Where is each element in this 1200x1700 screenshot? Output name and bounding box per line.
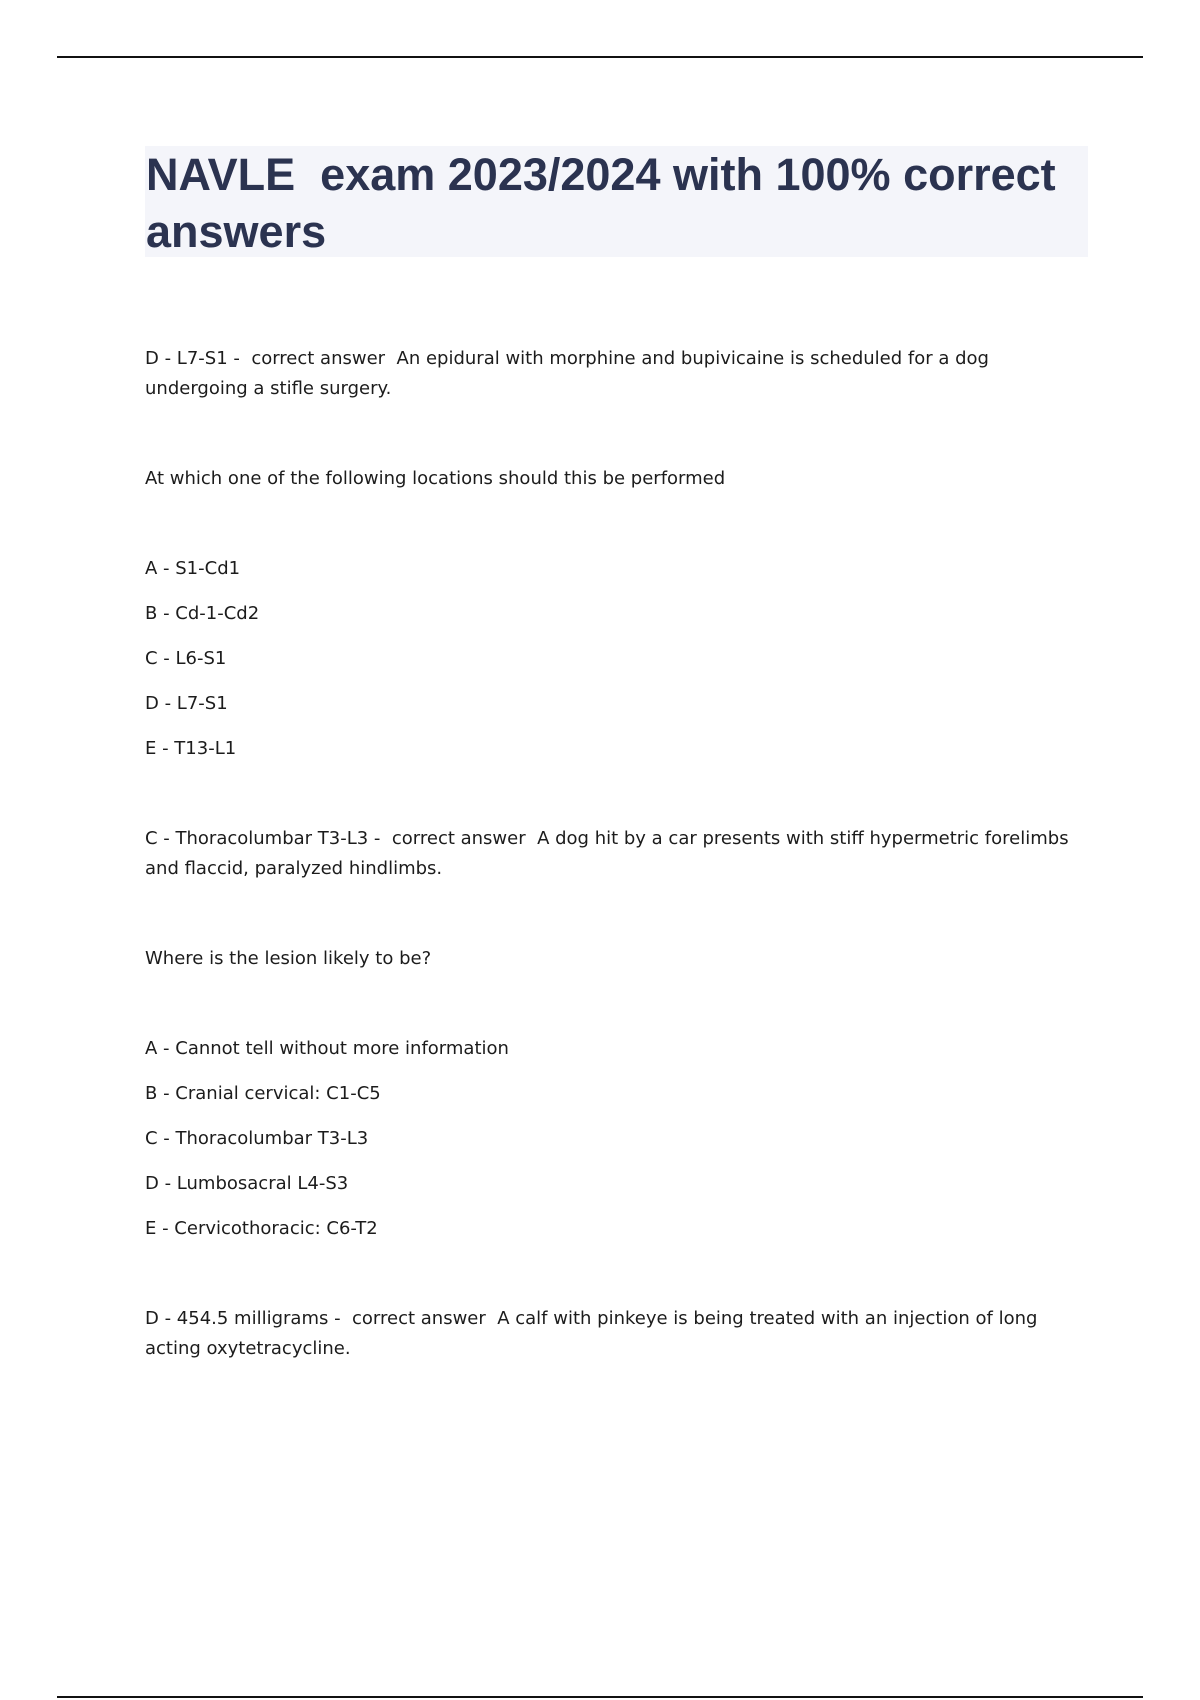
document-body — [145, 344, 1085, 1364]
question-2-option-d: D - Lumbosacral L4-S3 — [145, 1173, 349, 1194]
question-1-option-c: C - L6-S1 — [145, 648, 227, 669]
question-3-answer-stem: D - 454.5 milligrams - correct answer A calf with pinkeye is being treated with an injection of long acting oxytetracycline. — [145, 1308, 1044, 1359]
question-1-answer-stem: D - L7-S1 - correct answer An epidural with morphine and bupivicaine is scheduled for a dog undergoing a stifle surgery. — [145, 348, 995, 399]
document-title: NAVLE exam 2023/2024 with 100% correct answers — [146, 149, 1069, 257]
question-1-option-b: B - Cd-1-Cd2 — [145, 603, 260, 624]
bottom-page-rule — [57, 1696, 1143, 1698]
question-2-answer-stem: C - Thoracolumbar T3-L3 - correct answer A dog hit by a car presents with stiff hypermetric forelimbs and flaccid, paralyzed hindlimbs. — [145, 828, 1075, 879]
top-page-rule — [57, 56, 1143, 58]
question-1-option-e: E - T13-L1 — [145, 738, 237, 759]
question-1-option-d: D - L7-S1 — [145, 693, 228, 714]
question-2-option-c: C - Thoracolumbar T3-L3 — [145, 1128, 369, 1149]
question-1-option-a: A - S1-Cd1 — [145, 558, 241, 579]
question-2-option-e: E - Cervicothoracic: C6-T2 — [145, 1218, 378, 1239]
question-1-prompt: At which one of the following locations should this be performed — [145, 468, 726, 489]
question-2-option-a: A - Cannot tell without more information — [145, 1038, 509, 1059]
question-2-prompt: Where is the lesion likely to be? — [145, 948, 432, 969]
question-2-option-b: B - Cranial cervical: C1-C5 — [145, 1083, 381, 1104]
